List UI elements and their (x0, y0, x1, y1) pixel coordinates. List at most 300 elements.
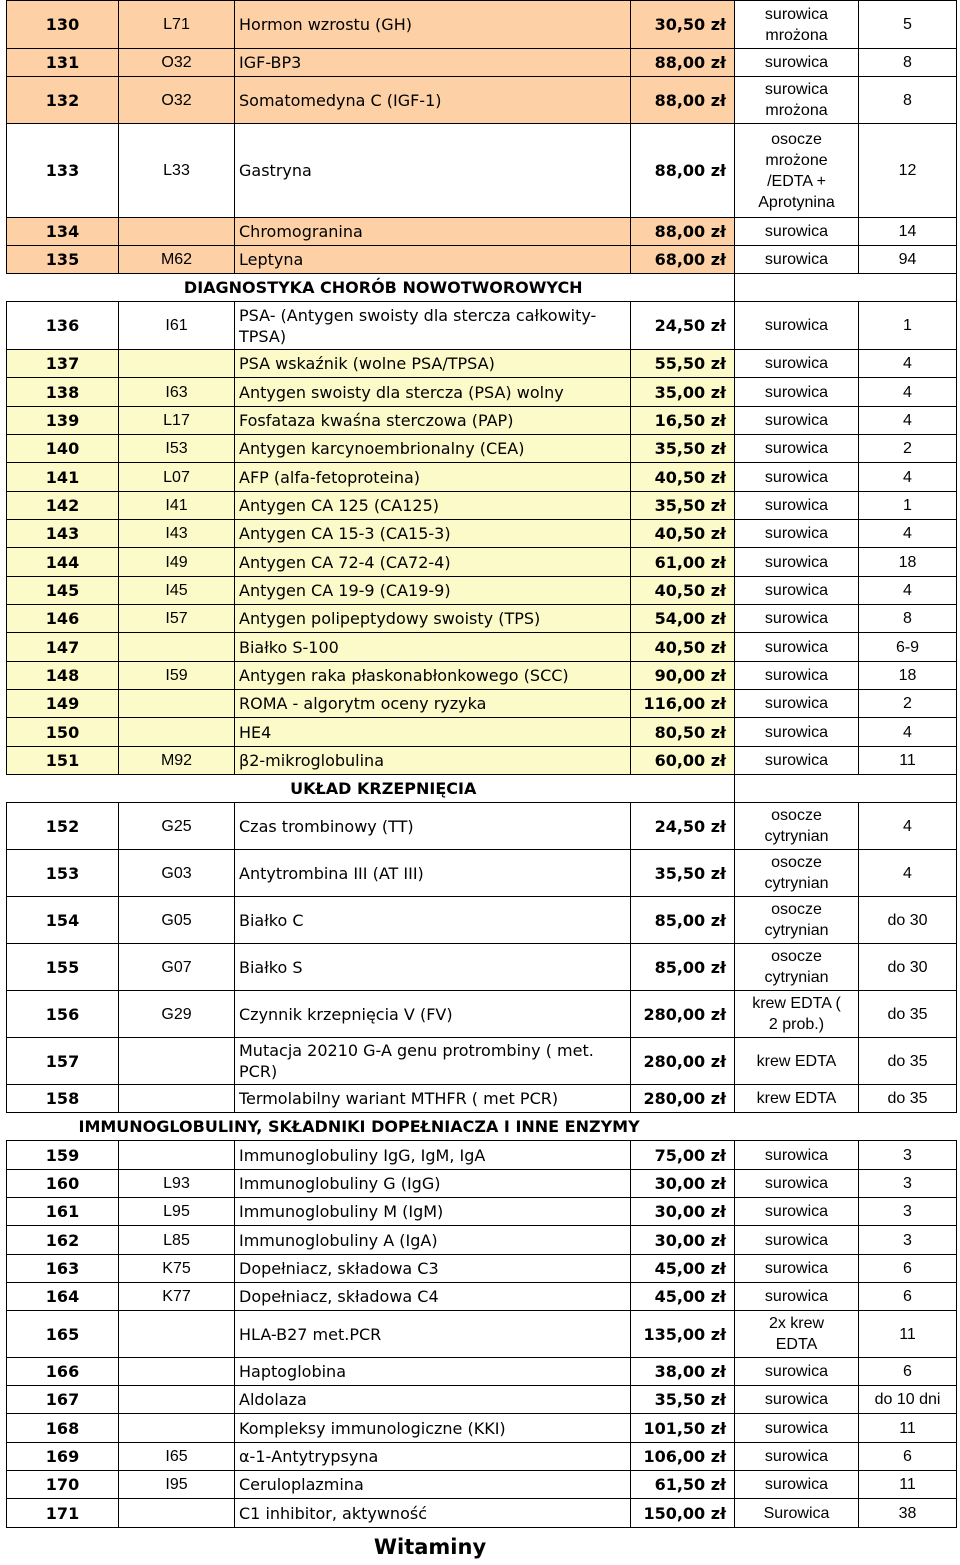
turnaround-days: 4 (859, 463, 957, 492)
turnaround-days: 4 (859, 378, 957, 407)
table-row (7, 1255, 957, 1283)
turnaround-days: 4 (859, 350, 957, 378)
test-code: K75 (119, 1255, 235, 1283)
test-name: Czynnik krzepnięcia V (FV) (235, 991, 631, 1038)
test-code (119, 1311, 235, 1358)
table-row (7, 1170, 957, 1198)
table-row (7, 350, 957, 378)
test-name: Antytrombina III (AT III) (235, 850, 631, 897)
test-name: Immunoglobuliny A (IgA) (235, 1226, 631, 1255)
row-number: 153 (7, 850, 119, 897)
turnaround-days: 3 (859, 1141, 957, 1170)
turnaround-days: do 30 (859, 944, 957, 991)
table-row (7, 218, 957, 246)
table-row (7, 897, 957, 944)
turnaround-days: 11 (859, 1471, 957, 1499)
test-code: M62 (119, 246, 235, 274)
test-name: Aldolaza (235, 1386, 631, 1414)
sample-material: surowica (735, 49, 859, 77)
test-price: 35,50 zł (631, 492, 735, 520)
test-name: IGF-BP3 (235, 49, 631, 77)
test-price: 30,00 zł (631, 1198, 735, 1226)
sample-material: surowica (735, 407, 859, 435)
test-name: Kompleksy immunologiczne (KKI) (235, 1414, 631, 1443)
test-code (119, 690, 235, 718)
sample-material: surowica (735, 350, 859, 378)
test-code: I43 (119, 520, 235, 548)
table-row (7, 1, 957, 49)
row-number: 142 (7, 492, 119, 520)
price-table-body (7, 1, 957, 1528)
test-name: Antygen raka płaskonabłonkowego (SCC) (235, 662, 631, 690)
turnaround-days: 3 (859, 1226, 957, 1255)
sample-material: krew EDTA ( 2 prob.) (735, 991, 859, 1038)
test-price: 35,50 zł (631, 435, 735, 463)
test-price: 45,00 zł (631, 1255, 735, 1283)
row-number: 155 (7, 944, 119, 991)
turnaround-days: 4 (859, 803, 957, 850)
test-name: Dopełniacz, składowa C4 (235, 1283, 631, 1311)
test-code: I65 (119, 1443, 235, 1471)
test-name: Leptyna (235, 246, 631, 274)
sample-material: surowica (735, 605, 859, 633)
section-blank-cell (7, 775, 119, 803)
table-row (7, 1443, 957, 1471)
test-code: I49 (119, 548, 235, 577)
row-number: 145 (7, 577, 119, 605)
section-blank-cell (735, 274, 957, 302)
table-row (7, 463, 957, 492)
turnaround-days: 4 (859, 520, 957, 548)
row-number: 162 (7, 1226, 119, 1255)
section-row (7, 775, 957, 803)
row-number: 139 (7, 407, 119, 435)
table-row (7, 1414, 957, 1443)
sample-material: surowica (735, 246, 859, 274)
turnaround-days: 8 (859, 77, 957, 124)
test-name: PSA- (Antygen swoisty dla stercza całkowity- TPSA) (235, 302, 631, 350)
table-row (7, 407, 957, 435)
sample-material: surowica (735, 1141, 859, 1170)
test-code (119, 1386, 235, 1414)
row-number: 133 (7, 124, 119, 218)
row-number: 156 (7, 991, 119, 1038)
test-name: ROMA - algorytm oceny ryzyka (235, 690, 631, 718)
turnaround-days: do 35 (859, 1038, 957, 1085)
table-row (7, 633, 957, 662)
test-code (119, 1414, 235, 1443)
test-code: L07 (119, 463, 235, 492)
test-code: L71 (119, 1, 235, 49)
row-number: 137 (7, 350, 119, 378)
test-code (119, 218, 235, 246)
sample-material: surowica (735, 662, 859, 690)
turnaround-days: 3 (859, 1170, 957, 1198)
sample-material: surowica (735, 718, 859, 747)
test-price: 75,00 zł (631, 1141, 735, 1170)
sample-material: surowica mrożona (735, 77, 859, 124)
table-row (7, 246, 957, 274)
row-number: 132 (7, 77, 119, 124)
test-code: G07 (119, 944, 235, 991)
test-name: Antygen swoisty dla stercza (PSA) wolny (235, 378, 631, 407)
table-row (7, 991, 957, 1038)
test-price: 280,00 zł (631, 1038, 735, 1085)
row-number: 165 (7, 1311, 119, 1358)
turnaround-days: 8 (859, 49, 957, 77)
row-number: 151 (7, 747, 119, 775)
table-row (7, 49, 957, 77)
test-price: 40,50 zł (631, 520, 735, 548)
test-price: 35,50 zł (631, 850, 735, 897)
table-row (7, 1386, 957, 1414)
row-number: 143 (7, 520, 119, 548)
test-code: G05 (119, 897, 235, 944)
test-name: Antygen polipeptydowy swoisty (TPS) (235, 605, 631, 633)
turnaround-days: 1 (859, 302, 957, 350)
turnaround-days: 8 (859, 605, 957, 633)
table-row (7, 77, 957, 124)
test-name: Antygen CA 72-4 (CA72-4) (235, 548, 631, 577)
test-name: Haptoglobina (235, 1358, 631, 1386)
test-price: 61,50 zł (631, 1471, 735, 1499)
test-code: L93 (119, 1170, 235, 1198)
test-name: α-1-Antytrypsyna (235, 1443, 631, 1471)
turnaround-days: 4 (859, 577, 957, 605)
test-code (119, 1358, 235, 1386)
test-price: 88,00 zł (631, 124, 735, 218)
test-name: PSA wskaźnik (wolne PSA/TPSA) (235, 350, 631, 378)
row-number: 159 (7, 1141, 119, 1170)
row-number: 131 (7, 49, 119, 77)
turnaround-days: 94 (859, 246, 957, 274)
test-code: L17 (119, 407, 235, 435)
test-code: I45 (119, 577, 235, 605)
test-code (119, 1141, 235, 1170)
sample-material: surowica (735, 1471, 859, 1499)
test-price: 85,00 zł (631, 944, 735, 991)
turnaround-days: 4 (859, 718, 957, 747)
table-row (7, 520, 957, 548)
row-number: 167 (7, 1386, 119, 1414)
row-number: 148 (7, 662, 119, 690)
row-number: 149 (7, 690, 119, 718)
test-code: O32 (119, 49, 235, 77)
row-number: 157 (7, 1038, 119, 1085)
test-price: 150,00 zł (631, 1499, 735, 1528)
test-name: Antygen karcynoembrionalny (CEA) (235, 435, 631, 463)
section-title: UKŁAD KRZEPNIĘCIA (119, 775, 735, 803)
table-row (7, 1499, 957, 1528)
turnaround-days: do 35 (859, 1085, 957, 1113)
test-price: 38,00 zł (631, 1358, 735, 1386)
table-row (7, 1038, 957, 1085)
test-code (119, 633, 235, 662)
turnaround-days: do 10 dni (859, 1386, 957, 1414)
sample-material: surowica (735, 548, 859, 577)
test-name: Antygen CA 125 (CA125) (235, 492, 631, 520)
test-price: 45,00 zł (631, 1283, 735, 1311)
row-number: 170 (7, 1471, 119, 1499)
sample-material: 2x krew EDTA (735, 1311, 859, 1358)
test-price: 24,50 zł (631, 803, 735, 850)
table-row (7, 124, 957, 218)
table-row (7, 803, 957, 850)
turnaround-days: 18 (859, 662, 957, 690)
test-price: 80,50 zł (631, 718, 735, 747)
test-name: Ceruloplazmina (235, 1471, 631, 1499)
table-row (7, 1141, 957, 1170)
row-number: 161 (7, 1198, 119, 1226)
test-price: 55,50 zł (631, 350, 735, 378)
row-number: 168 (7, 1414, 119, 1443)
test-name: Immunoglobuliny M (IgM) (235, 1198, 631, 1226)
table-row (7, 1311, 957, 1358)
test-price: 30,00 zł (631, 1226, 735, 1255)
test-name: HLA-B27 met.PCR (235, 1311, 631, 1358)
turnaround-days: 6 (859, 1255, 957, 1283)
table-row (7, 548, 957, 577)
sample-material: surowica (735, 1414, 859, 1443)
test-price: 16,50 zł (631, 407, 735, 435)
turnaround-days: 1 (859, 492, 957, 520)
test-code: I59 (119, 662, 235, 690)
table-row (7, 944, 957, 991)
sample-material: osocze mrożone /EDTA + Aprotynina (735, 124, 859, 218)
turnaround-days: 4 (859, 407, 957, 435)
test-code: I95 (119, 1471, 235, 1499)
test-code (119, 718, 235, 747)
test-name: Czas trombinowy (TT) (235, 803, 631, 850)
turnaround-days: 14 (859, 218, 957, 246)
sample-material: surowica (735, 1358, 859, 1386)
test-name: Białko S-100 (235, 633, 631, 662)
section-blank-cell (859, 1113, 957, 1141)
test-name: Mutacja 20210 G-A genu protrombiny ( met. PCR) (235, 1038, 631, 1085)
price-table-sheet (6, 0, 956, 1559)
sample-material: surowica (735, 218, 859, 246)
row-number: 144 (7, 548, 119, 577)
sample-material: surowica (735, 463, 859, 492)
table-row (7, 1471, 957, 1499)
turnaround-days: 11 (859, 747, 957, 775)
turnaround-days: 6 (859, 1358, 957, 1386)
test-price: 30,50 zł (631, 1, 735, 49)
row-number: 141 (7, 463, 119, 492)
sample-material: osocze cytrynian (735, 897, 859, 944)
test-code: I57 (119, 605, 235, 633)
turnaround-days: 2 (859, 690, 957, 718)
test-code (119, 1499, 235, 1528)
sample-material: surowica mrożona (735, 1, 859, 49)
table-row (7, 605, 957, 633)
row-number: 169 (7, 1443, 119, 1471)
test-name: Fosfataza kwaśna sterczowa (PAP) (235, 407, 631, 435)
test-code: I61 (119, 302, 235, 350)
section-title: DIAGNOSTYKA CHORÓB NOWOTWOROWYCH (119, 274, 735, 302)
test-price: 85,00 zł (631, 897, 735, 944)
sample-material: surowica (735, 747, 859, 775)
test-code: G25 (119, 803, 235, 850)
sample-material: surowica (735, 1255, 859, 1283)
turnaround-days: 6 (859, 1283, 957, 1311)
test-name: Białko C (235, 897, 631, 944)
row-number: 140 (7, 435, 119, 463)
test-name: Somatomedyna C (IGF-1) (235, 77, 631, 124)
test-price: 40,50 zł (631, 463, 735, 492)
section-blank-cell (735, 775, 957, 803)
test-code: G03 (119, 850, 235, 897)
test-code (119, 350, 235, 378)
test-price: 40,50 zł (631, 577, 735, 605)
sample-material: surowica (735, 492, 859, 520)
table-row (7, 378, 957, 407)
test-price: 88,00 zł (631, 77, 735, 124)
test-code: L33 (119, 124, 235, 218)
table-row (7, 747, 957, 775)
test-code (119, 1085, 235, 1113)
table-row (7, 662, 957, 690)
test-code: L95 (119, 1198, 235, 1226)
row-number: 166 (7, 1358, 119, 1386)
row-number: 147 (7, 633, 119, 662)
row-number: 171 (7, 1499, 119, 1528)
sample-material: surowica (735, 435, 859, 463)
test-code (119, 1038, 235, 1085)
test-code: K77 (119, 1283, 235, 1311)
test-name: Termolabilny wariant MTHFR ( met PCR) (235, 1085, 631, 1113)
turnaround-days: do 35 (859, 991, 957, 1038)
test-name: Hormon wzrostu (GH) (235, 1, 631, 49)
table-row (7, 1358, 957, 1386)
row-number: 154 (7, 897, 119, 944)
table-row (7, 577, 957, 605)
turnaround-days: 18 (859, 548, 957, 577)
test-price: 88,00 zł (631, 218, 735, 246)
sample-material: surowica (735, 633, 859, 662)
sample-material: osocze cytrynian (735, 850, 859, 897)
table-row (7, 435, 957, 463)
test-name: Immunoglobuliny IgG, IgM, IgA (235, 1141, 631, 1170)
section-title: IMMUNOGLOBULINY, SKŁADNIKI DOPEŁNIACZA I INNE ENZYMY (78, 1117, 640, 1136)
table-row (7, 690, 957, 718)
sample-material: krew EDTA (735, 1085, 859, 1113)
test-code: O32 (119, 77, 235, 124)
turnaround-days: 2 (859, 435, 957, 463)
test-name: Dopełniacz, składowa C3 (235, 1255, 631, 1283)
test-price: 60,00 zł (631, 747, 735, 775)
table-row (7, 1198, 957, 1226)
sample-material: surowica (735, 378, 859, 407)
section-row (7, 1113, 957, 1141)
test-code: L85 (119, 1226, 235, 1255)
row-number: 134 (7, 218, 119, 246)
test-code: I53 (119, 435, 235, 463)
test-price: 54,00 zł (631, 605, 735, 633)
test-price: 90,00 zł (631, 662, 735, 690)
row-number: 158 (7, 1085, 119, 1113)
sample-material: surowica (735, 1170, 859, 1198)
row-number: 160 (7, 1170, 119, 1198)
test-name: Gastryna (235, 124, 631, 218)
sample-material: surowica (735, 1198, 859, 1226)
turnaround-days: 6 (859, 1443, 957, 1471)
test-price: 30,00 zł (631, 1170, 735, 1198)
test-code: G29 (119, 991, 235, 1038)
test-name: Antygen CA 15-3 (CA15-3) (235, 520, 631, 548)
test-price: 61,00 zł (631, 548, 735, 577)
row-number: 164 (7, 1283, 119, 1311)
test-price: 24,50 zł (631, 302, 735, 350)
test-name: C1 inhibitor, aktywność (235, 1499, 631, 1528)
test-name: Immunoglobuliny G (IgG) (235, 1170, 631, 1198)
row-number: 163 (7, 1255, 119, 1283)
test-price: 88,00 zł (631, 49, 735, 77)
test-name: AFP (alfa-fetoproteina) (235, 463, 631, 492)
turnaround-days: 4 (859, 850, 957, 897)
row-number: 152 (7, 803, 119, 850)
section-row (7, 274, 957, 302)
table-row (7, 302, 957, 350)
turnaround-days: 6-9 (859, 633, 957, 662)
row-number: 150 (7, 718, 119, 747)
table-row (7, 850, 957, 897)
test-name: Białko S (235, 944, 631, 991)
turnaround-days: 11 (859, 1414, 957, 1443)
price-table (6, 0, 957, 1528)
turnaround-days: 11 (859, 1311, 957, 1358)
sample-material: surowica (735, 520, 859, 548)
sample-material: surowica (735, 1386, 859, 1414)
test-price: 116,00 zł (631, 690, 735, 718)
test-price: 135,00 zł (631, 1311, 735, 1358)
section-title-witaminy: Witaminy (373, 1535, 487, 1559)
test-code: I41 (119, 492, 235, 520)
test-price: 68,00 zł (631, 246, 735, 274)
test-name: HE4 (235, 718, 631, 747)
test-code: M92 (119, 747, 235, 775)
test-price: 280,00 zł (631, 991, 735, 1038)
test-price: 35,00 zł (631, 378, 735, 407)
sample-material: surowica (735, 690, 859, 718)
row-number: 146 (7, 605, 119, 633)
turnaround-days: 38 (859, 1499, 957, 1528)
sample-material: krew EDTA (735, 1038, 859, 1085)
row-number: 130 (7, 1, 119, 49)
section-blank-cell (7, 274, 119, 302)
sample-material: surowica (735, 1283, 859, 1311)
test-name: β2-mikroglobulina (235, 747, 631, 775)
table-row (7, 1226, 957, 1255)
turnaround-days: 5 (859, 1, 957, 49)
table-row (7, 718, 957, 747)
sample-material: surowica (735, 1226, 859, 1255)
sample-material: surowica (735, 1443, 859, 1471)
sample-material: Surowica (735, 1499, 859, 1528)
row-number: 136 (7, 302, 119, 350)
sample-material: surowica (735, 302, 859, 350)
test-name: Chromogranina (235, 218, 631, 246)
turnaround-days: 3 (859, 1198, 957, 1226)
test-price: 40,50 zł (631, 633, 735, 662)
turnaround-days: 12 (859, 124, 957, 218)
row-number: 135 (7, 246, 119, 274)
table-row (7, 492, 957, 520)
sample-material: osocze cytrynian (735, 944, 859, 991)
test-price: 106,00 zł (631, 1443, 735, 1471)
test-name: Antygen CA 19-9 (CA19-9) (235, 577, 631, 605)
test-price: 35,50 zł (631, 1386, 735, 1414)
